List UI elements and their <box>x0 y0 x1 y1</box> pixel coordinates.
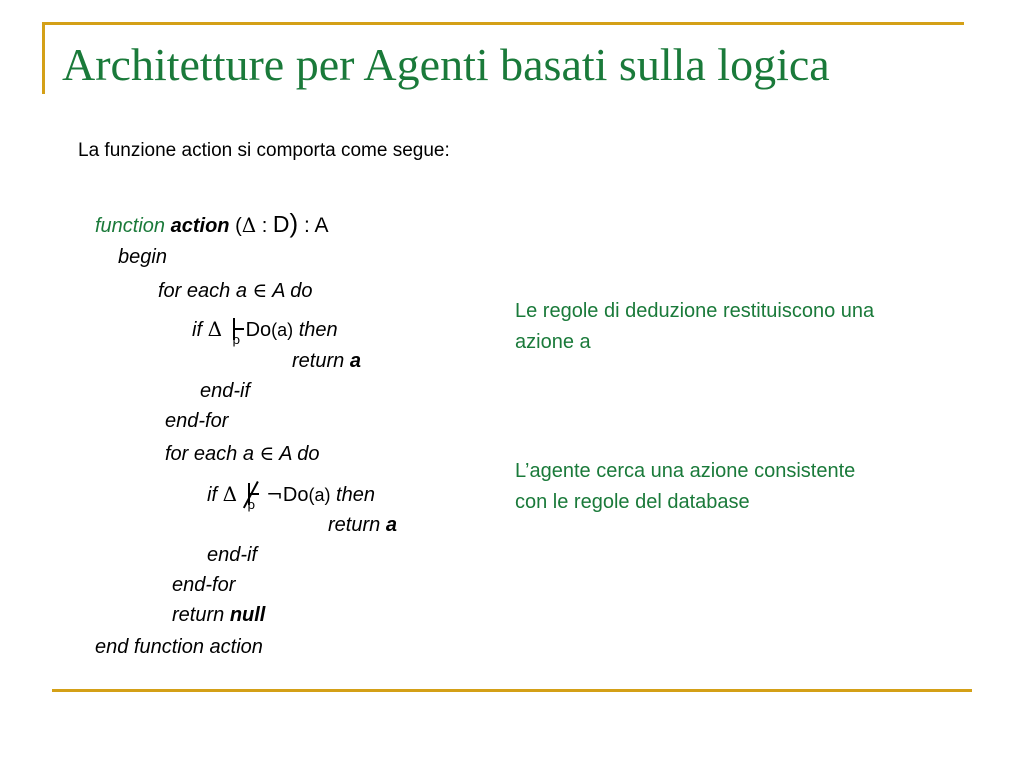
code-line-return-2 <box>328 514 397 537</box>
return-value: a <box>349 350 361 372</box>
return-kw: return <box>172 604 225 626</box>
note-consistent-action <box>515 456 855 518</box>
frame-left-line <box>42 22 45 94</box>
note-line: Le regole di deduzione restituiscono una <box>515 300 875 322</box>
delta-symbol: Δ <box>222 482 238 506</box>
turnstile-icon <box>228 316 246 347</box>
return-kw: return <box>292 350 345 372</box>
paren-close: ) <box>289 208 299 238</box>
a-do-text: A do <box>279 443 320 465</box>
intro-text: La funzione action si comporta come segue: <box>78 140 450 161</box>
code-line-end-for-2: end-for <box>172 574 236 596</box>
code-line-if-1 <box>192 316 338 347</box>
note-line: con le regole del database <box>515 491 750 513</box>
rho-subscript: ρ <box>232 332 240 347</box>
sig-d: D <box>272 211 290 237</box>
do-predicate: Do <box>245 319 272 341</box>
note-line: L’agente cerca una azione consistente <box>515 460 856 482</box>
code-line-function <box>95 208 329 239</box>
if-kw: if <box>192 319 202 341</box>
delta-symbol: Δ <box>241 213 257 237</box>
kw-function: function <box>95 215 166 237</box>
negation-symbol: ¬ <box>266 482 283 506</box>
sig-return: : A <box>298 214 329 237</box>
code-line-return-null <box>172 604 265 627</box>
frame-top-line <box>42 22 964 25</box>
element-of-symbol: ∈ <box>252 278 268 302</box>
do-argument: (a) <box>271 320 294 340</box>
a-do-text: A do <box>272 280 313 302</box>
for-each-text: for each a <box>158 280 247 302</box>
code-line-for-each-1 <box>158 278 313 303</box>
do-predicate: Do <box>282 484 309 506</box>
code-line-end-for-1: end-for <box>165 410 229 432</box>
paren-open: ( <box>235 215 242 237</box>
sig-colon: : <box>256 215 273 237</box>
not-turnstile-icon <box>243 481 261 512</box>
do-argument: (a) <box>308 485 331 505</box>
code-line-if-2 <box>207 481 375 512</box>
frame-bottom-line <box>52 689 972 692</box>
code-line-end-if-2: end-if <box>207 544 258 566</box>
code-line-end-if-1: end-if <box>200 380 251 402</box>
delta-symbol: Δ <box>207 317 223 341</box>
then-kw: then <box>298 319 338 341</box>
return-value: a <box>385 514 397 536</box>
code-line-for-each-2 <box>165 441 320 466</box>
code-line-end-function: end function action <box>95 636 263 658</box>
rho-subscript: ρ <box>247 497 255 512</box>
function-name: action <box>170 215 230 237</box>
for-each-text: for each a <box>165 443 254 465</box>
if-kw: if <box>207 484 217 506</box>
null-value: null <box>229 604 266 626</box>
code-line-begin: begin <box>118 246 167 268</box>
then-kw: then <box>336 484 375 506</box>
element-of-symbol: ∈ <box>259 441 275 465</box>
return-kw: return <box>328 514 381 536</box>
slide-title: Architetture per Agenti basati sulla logica <box>62 39 830 90</box>
note-line: azione a <box>515 331 591 353</box>
note-deduction-rules <box>515 296 874 358</box>
code-line-return-1 <box>292 350 361 373</box>
